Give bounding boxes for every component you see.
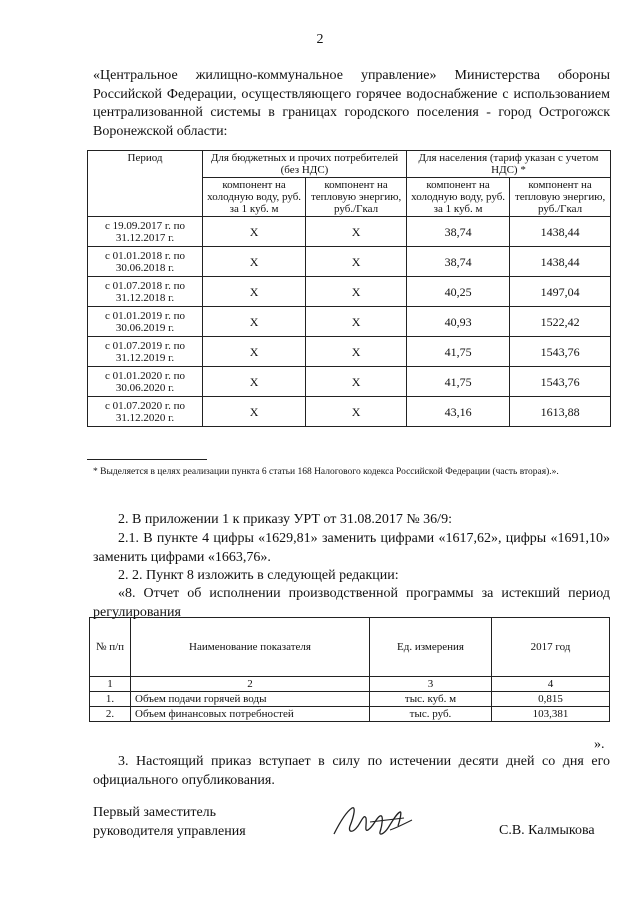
- signatory-title: [93, 804, 246, 841]
- header-unit: Ед. измерения: [370, 618, 492, 677]
- heat-budget-cell: X: [306, 337, 407, 367]
- table-row: [88, 277, 611, 307]
- index-cell: 4: [492, 677, 610, 692]
- table-row: [88, 397, 611, 427]
- signatory-title-line2: руководителя управления: [93, 823, 246, 839]
- header-period: Период: [88, 151, 203, 217]
- header-heat-population: компонент на тепловую энергию, руб./Гкал: [510, 178, 611, 217]
- header-heat-budget: компонент на тепловую энергию, руб./Гкал: [306, 178, 407, 217]
- cold-population-cell: 41,75: [406, 367, 509, 397]
- tariff-table: [87, 150, 611, 427]
- heat-population-cell: 1497,04: [510, 277, 611, 307]
- header-indicator: Наименование показателя: [131, 618, 370, 677]
- period-cell: с 01.01.2019 г. по 30.06.2019 г.: [88, 307, 203, 337]
- signatory-title-line1: Первый заместитель: [93, 805, 217, 820]
- header-population-group: Для населения (тариф указан с учетом НДС) *: [406, 151, 610, 178]
- report-index-row: [90, 677, 610, 692]
- cold-population-cell: 40,93: [406, 307, 509, 337]
- heat-budget-cell: X: [306, 217, 407, 247]
- heat-population-cell: 1543,76: [510, 367, 611, 397]
- cold-budget-cell: X: [203, 337, 306, 367]
- heat-population-cell: 1438,44: [510, 247, 611, 277]
- page-number: 2: [316, 32, 324, 47]
- period-cell: с 19.09.2017 г. по 31.12.2017 г.: [88, 217, 203, 247]
- heat-budget-cell: X: [306, 307, 407, 337]
- paragraph-8: «8. Отчет об исполнении производственной программы за истекший период регулирования: [93, 586, 610, 620]
- value-cell: 0,815: [492, 692, 610, 707]
- handwritten-signature: [330, 800, 420, 844]
- cold-budget-cell: X: [203, 247, 306, 277]
- header-cold-population: компонент на холодную воду, руб. за 1 куб. м: [406, 178, 509, 217]
- period-cell: с 01.07.2019 г. по 31.12.2019 г.: [88, 337, 203, 367]
- cold-population-cell: 38,74: [406, 217, 509, 247]
- footnote: * Выделяется в целях реализации пункта 6 статьи 168 Налогового кодекса Российской Федерации (часть вторая).».: [93, 467, 559, 477]
- indicator-cell: Объем финансовых потребностей: [131, 707, 370, 722]
- cold-population-cell: 38,74: [406, 247, 509, 277]
- cold-budget-cell: X: [203, 277, 306, 307]
- table-row: [90, 707, 610, 722]
- cold-population-cell: 40,25: [406, 277, 509, 307]
- heat-population-cell: 1613,88: [510, 397, 611, 427]
- cold-budget-cell: X: [203, 397, 306, 427]
- table-row: [88, 217, 611, 247]
- table-row: [88, 337, 611, 367]
- paragraph-2-1: 2.1. В пункте 4 цифры «1629,81» заменить цифрами «1617,62», цифры «1691,10» заменить цифрами «1663,76».: [93, 531, 610, 565]
- header-budget-group: Для бюджетных и прочих потребителей (без НДС): [203, 151, 407, 178]
- heat-population-cell: 1522,42: [510, 307, 611, 337]
- heat-population-cell: 1438,44: [510, 217, 611, 247]
- header-cold-budget: компонент на холодную воду, руб. за 1 куб. м: [203, 178, 306, 217]
- header-num: № п/п: [90, 618, 131, 677]
- footnote-divider: [87, 459, 207, 460]
- report-header-row: [90, 618, 610, 677]
- table-row: [90, 692, 610, 707]
- intro-paragraph: «Центральное жилищно-коммунальное управление» Министерства обороны Российской Федерации, осуществляющего горячее водоснабжение с использованием централизованной системы в границах городского поселения - город Острогожск Воронежской области:: [93, 68, 610, 139]
- period-cell: с 01.01.2018 г. по 30.06.2018 г.: [88, 247, 203, 277]
- index-cell: 3: [370, 677, 492, 692]
- indicator-cell: Объем подачи горячей воды: [131, 692, 370, 707]
- table-row: [88, 247, 611, 277]
- num-cell: 1.: [90, 692, 131, 707]
- cold-budget-cell: X: [203, 307, 306, 337]
- num-cell: 2.: [90, 707, 131, 722]
- closing-quote: ».: [594, 737, 605, 752]
- value-cell: 103,381: [492, 707, 610, 722]
- heat-budget-cell: X: [306, 397, 407, 427]
- unit-cell: тыс. куб. м: [370, 692, 492, 707]
- header-year: 2017 год: [492, 618, 610, 677]
- paragraph-2: 2. В приложении 1 к приказу УРТ от 31.08.2017 № 36/9:: [118, 512, 452, 527]
- heat-budget-cell: X: [306, 247, 407, 277]
- index-cell: 2: [131, 677, 370, 692]
- heat-population-cell: 1543,76: [510, 337, 611, 367]
- paragraph-2-2: 2. 2. Пункт 8 изложить в следующей редакции:: [118, 568, 399, 583]
- index-cell: 1: [90, 677, 131, 692]
- table-row: [88, 307, 611, 337]
- table-row: [88, 367, 611, 397]
- report-table: [89, 617, 610, 722]
- heat-budget-cell: X: [306, 367, 407, 397]
- period-cell: с 01.07.2018 г. по 31.12.2018 г.: [88, 277, 203, 307]
- unit-cell: тыс. руб.: [370, 707, 492, 722]
- tariff-header-row: [88, 151, 611, 178]
- cold-population-cell: 43,16: [406, 397, 509, 427]
- signatory-name: С.В. Калмыкова: [499, 823, 595, 838]
- cold-budget-cell: X: [203, 217, 306, 247]
- period-cell: с 01.07.2020 г. по 31.12.2020 г.: [88, 397, 203, 427]
- period-cell: с 01.01.2020 г. по 30.06.2020 г.: [88, 367, 203, 397]
- cold-budget-cell: X: [203, 367, 306, 397]
- heat-budget-cell: X: [306, 277, 407, 307]
- cold-population-cell: 41,75: [406, 337, 509, 367]
- paragraph-3: 3. Настоящий приказ вступает в силу по истечении десяти дней со дня его официального опубликования.: [93, 754, 610, 788]
